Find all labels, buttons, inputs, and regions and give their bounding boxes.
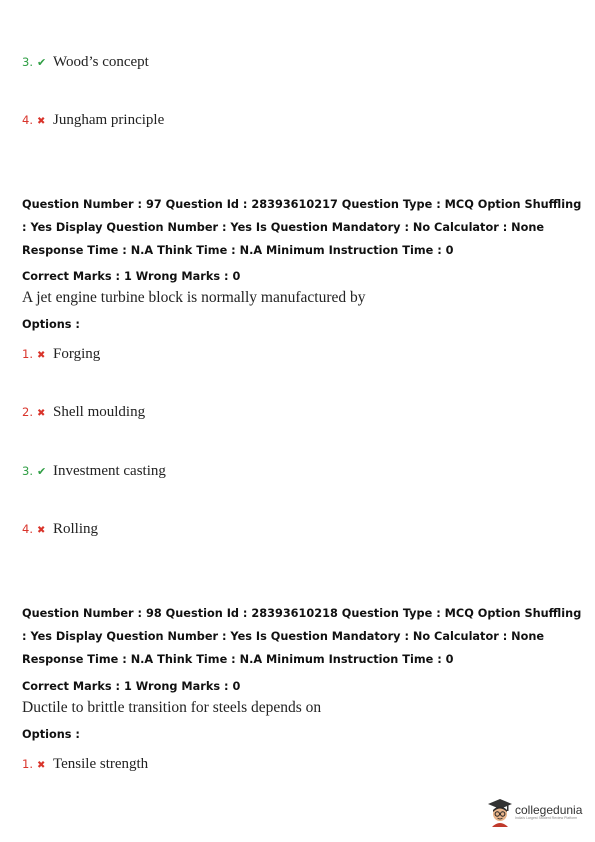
q97-option-2: [22, 404, 145, 421]
q97-option-4: [22, 521, 98, 538]
question-97-meta: Question Number : 97 Question Id : 28393610217 Question Type : MCQ Option Shuffling : Yes Display Question Number : Yes Is Question Mandatory : No Calculator : None Response Time : N.A Think Time : N.A Minimum Instruction Time : 0: [22, 198, 582, 257]
cross-icon: ✖: [37, 350, 46, 361]
cross-icon: ✖: [37, 525, 46, 536]
graduate-icon: [487, 797, 513, 827]
option-text: Wood’s concept: [53, 54, 149, 70]
option-text: Tensile strength: [53, 756, 149, 772]
option-number: 4.: [22, 113, 33, 127]
option-text: Shell moulding: [53, 404, 146, 420]
q98-option-1: [22, 756, 148, 773]
option-text: Rolling: [53, 521, 99, 537]
option-number: 2.: [22, 405, 33, 419]
option-number: 1.: [22, 347, 33, 361]
option-number: 4.: [22, 522, 33, 536]
options-label: Options :: [22, 728, 80, 741]
question-98-meta: Question Number : 98 Question Id : 28393610218 Question Type : MCQ Option Shuffling : Yes Display Question Number : Yes Is Question Mandatory : No Calculator : None Response Time : N.A Think Time : N.A Minimum Instruction Time : 0: [22, 607, 582, 666]
options-label: Options :: [22, 318, 80, 331]
q97-option-1: [22, 346, 100, 363]
check-icon: ✔: [37, 56, 47, 69]
option-text: Jungham principle: [53, 112, 165, 128]
question-97-text: A jet engine turbine block is normally manufactured by: [22, 289, 366, 306]
option-number: 1.: [22, 757, 33, 771]
question-97-marks: Correct Marks : 1 Wrong Marks : 0: [22, 270, 241, 283]
option-text: Investment casting: [53, 463, 166, 479]
option-text: Forging: [53, 346, 101, 362]
cross-icon: ✖: [37, 760, 46, 771]
option-number: 3.: [22, 55, 33, 69]
check-icon: ✔: [37, 465, 47, 478]
collegedunia-logo: [487, 797, 582, 827]
question-98-marks: Correct Marks : 1 Wrong Marks : 0: [22, 680, 241, 693]
option-number: 3.: [22, 464, 33, 478]
cross-icon: ✖: [37, 116, 46, 127]
option-3-prev: [22, 54, 149, 71]
cross-icon: ✖: [37, 408, 46, 419]
question-98-text: Ductile to brittle transition for steels depends on: [22, 699, 322, 716]
option-4-prev: [22, 112, 164, 129]
q97-option-3: [22, 463, 166, 480]
logo-name: collegedunia: [515, 803, 583, 817]
logo-tagline: India's Largest Student Review Platform: [515, 816, 578, 820]
